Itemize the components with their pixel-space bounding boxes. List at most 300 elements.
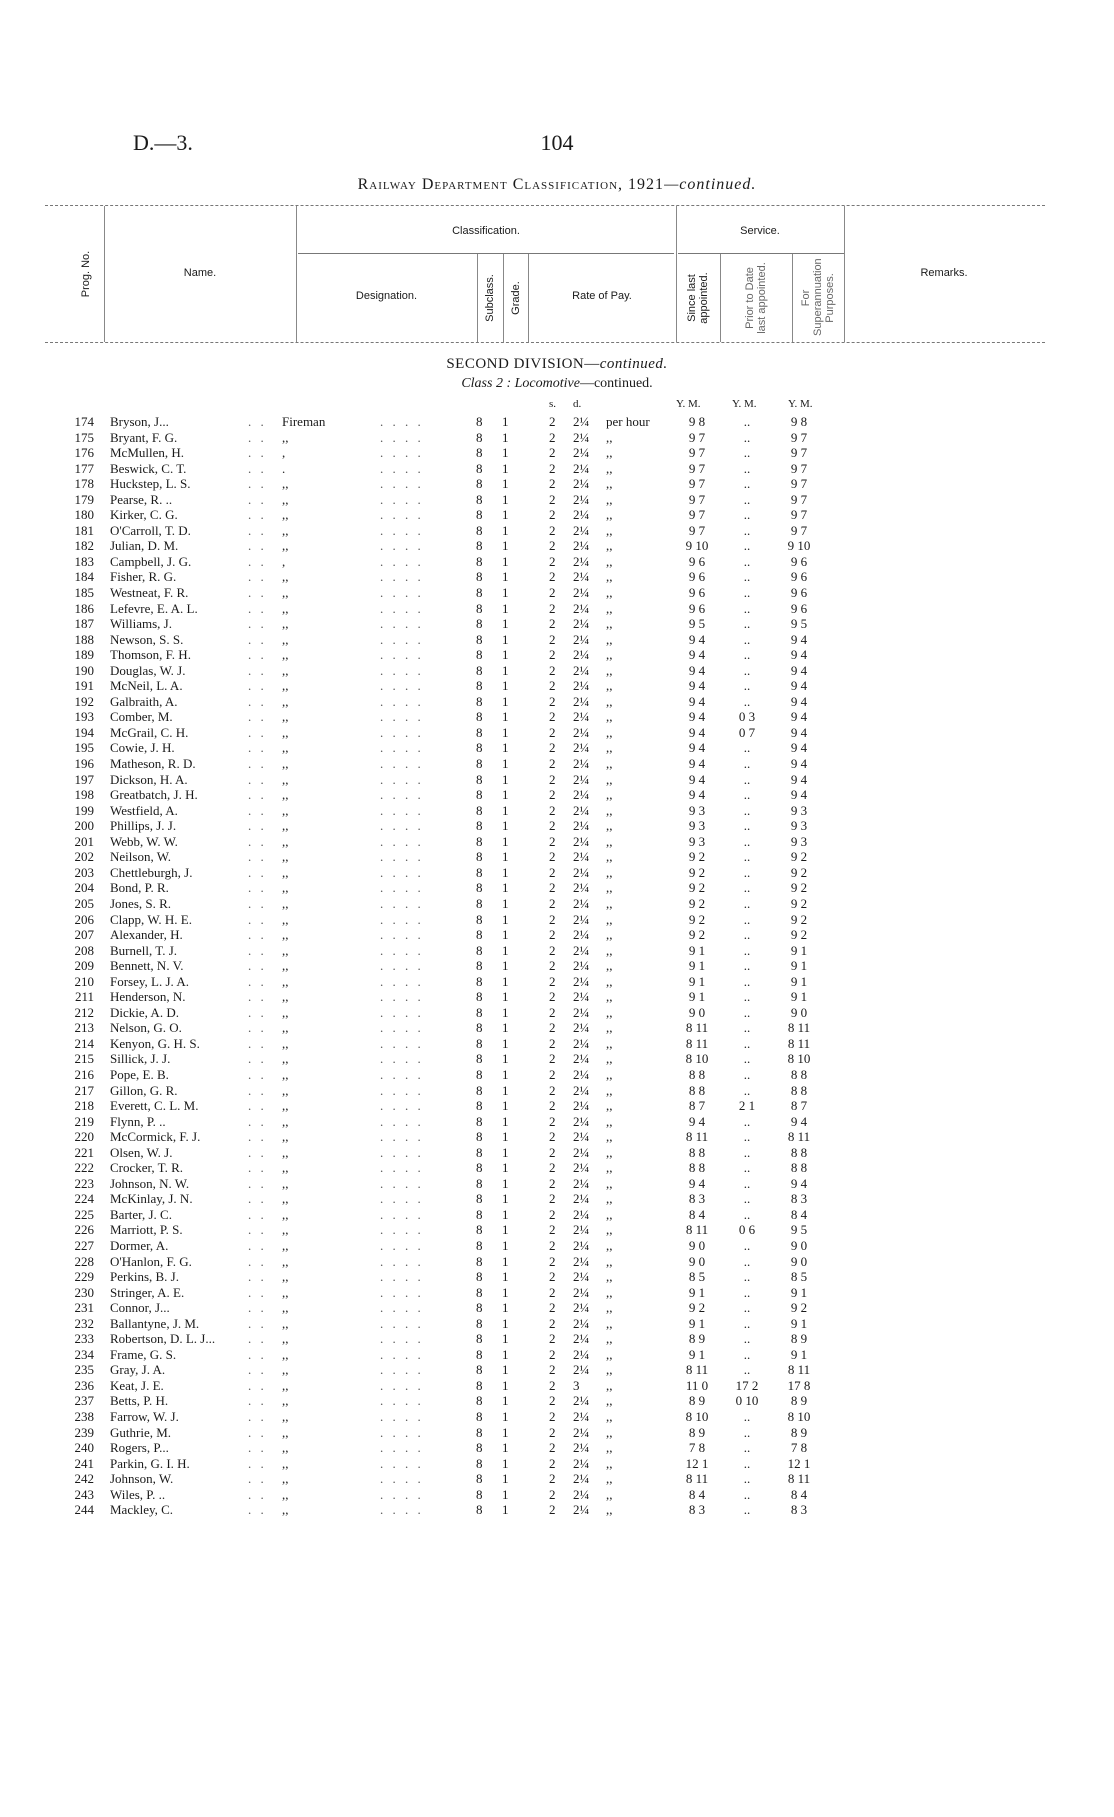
- pay-pence: 2¼: [573, 818, 590, 834]
- pay-pence: 2¼: [573, 1066, 590, 1082]
- table-row: [0, 912, 1114, 928]
- pay-period: ,,: [606, 1471, 613, 1487]
- subclass: 8: [476, 911, 483, 927]
- subclass: 8: [476, 927, 483, 943]
- designation: ,,: [282, 1471, 289, 1487]
- col-grade: Grade.: [510, 281, 522, 315]
- service-superannuation: 8 8: [790, 1082, 808, 1098]
- divider-subclass: [503, 254, 504, 342]
- table-row: [0, 1409, 1114, 1425]
- employee-name: Bryson, J...: [110, 414, 169, 429]
- pay-shillings: 2: [549, 1315, 556, 1331]
- grade: 1: [502, 1300, 509, 1316]
- dot-leader: . . . .: [380, 1237, 424, 1253]
- service-prior: ..: [743, 1206, 751, 1222]
- subclass: 8: [476, 1191, 483, 1207]
- service-superannuation: 9 2: [790, 927, 808, 943]
- dot-leader: . .: [248, 927, 267, 943]
- service-since-last: 8 3: [688, 1502, 706, 1518]
- table-row: [0, 1176, 1114, 1192]
- service-prior: ..: [743, 1440, 751, 1456]
- service-prior: ..: [743, 802, 751, 818]
- subclass: 8: [476, 1051, 483, 1067]
- title-main: Railway Department Classification, 1921: [357, 176, 665, 193]
- dot-leader: . . . .: [380, 647, 424, 663]
- dot-leader: . .: [248, 1409, 267, 1424]
- table-row: [0, 1098, 1114, 1114]
- subclass: 8: [476, 1144, 483, 1160]
- service-superannuation: 9 1: [790, 958, 808, 974]
- pay-shillings: 2: [549, 787, 556, 803]
- employee-name: Dickie, A. D.: [110, 1004, 179, 1020]
- unit-years-months-since: Y. M.: [676, 398, 701, 410]
- pay-pence: 2¼: [573, 864, 590, 880]
- subclass: 8: [476, 1502, 483, 1518]
- designation: ,,: [282, 849, 289, 865]
- table-row: [0, 1362, 1114, 1378]
- pay-period: ,,: [606, 771, 613, 787]
- designation: ,,: [282, 1284, 289, 1300]
- subclass: 8: [476, 1300, 483, 1316]
- dot-leader: . .: [248, 1160, 267, 1176]
- prog-no: 174: [74, 414, 94, 429]
- dot-leader: . . . .: [380, 1300, 424, 1316]
- dot-leader: . .: [248, 585, 267, 601]
- dot-leader: . .: [248, 1191, 267, 1207]
- subclass: 8: [476, 1253, 483, 1269]
- service-superannuation: 7 8: [790, 1440, 808, 1456]
- grade: 1: [502, 491, 509, 507]
- service-superannuation: 8 9: [790, 1424, 808, 1440]
- pay-shillings: 2: [549, 1440, 556, 1456]
- subclass: 8: [476, 1129, 483, 1145]
- table-row: [0, 1502, 1114, 1518]
- prog-no: 227: [74, 1237, 94, 1253]
- employee-name: Forsey, L. J. A.: [110, 973, 189, 989]
- grade: 1: [502, 693, 509, 709]
- grade: 1: [502, 1191, 509, 1207]
- pay-pence: 2¼: [573, 662, 590, 678]
- designation: ,,: [282, 616, 289, 632]
- pay-period: ,,: [606, 1253, 613, 1269]
- service-prior: ..: [743, 787, 751, 803]
- designation: ,,: [282, 1331, 289, 1347]
- designation: ,,: [282, 864, 289, 880]
- pay-shillings: 2: [549, 693, 556, 709]
- table-row: [0, 1300, 1114, 1316]
- pay-period: ,,: [606, 1066, 613, 1082]
- pay-pence: 2¼: [573, 1393, 590, 1409]
- dot-leader: . . . .: [380, 429, 424, 445]
- pay-period: ,,: [606, 1424, 613, 1440]
- table-row: [0, 803, 1114, 819]
- table-row: [0, 430, 1114, 446]
- employee-name: Greatbatch, J. H.: [110, 787, 198, 803]
- service-superannuation: 9 4: [790, 740, 808, 756]
- designation: ,,: [282, 1300, 289, 1316]
- pay-period: ,,: [606, 1377, 613, 1393]
- pay-shillings: 2: [549, 1486, 556, 1502]
- grade: 1: [502, 1440, 509, 1456]
- pay-pence: 2¼: [573, 1175, 590, 1191]
- service-since-last: 8 8: [688, 1144, 706, 1160]
- pay-pence: 2¼: [573, 895, 590, 911]
- pay-shillings: 2: [549, 600, 556, 616]
- pay-shillings: 2: [549, 989, 556, 1005]
- service-since-last: 8 11: [685, 1020, 709, 1036]
- pay-pence: 2¼: [573, 678, 590, 694]
- prog-no: 242: [74, 1471, 94, 1487]
- pay-period: ,,: [606, 647, 613, 663]
- pay-shillings: 2: [549, 740, 556, 756]
- dot-leader: . . . .: [380, 1175, 424, 1191]
- pay-pence: 2¼: [573, 1020, 590, 1036]
- pay-shillings: 2: [549, 864, 556, 880]
- service-since-last: 8 11: [685, 1222, 709, 1238]
- grade: 1: [502, 1269, 509, 1285]
- service-prior: ..: [743, 1331, 751, 1347]
- pay-pence: 2¼: [573, 1284, 590, 1300]
- subclass: 8: [476, 942, 483, 958]
- prog-no: 213: [74, 1020, 94, 1036]
- designation: ,,: [282, 1393, 289, 1409]
- table-row: [0, 1456, 1114, 1472]
- col-remarks: Remarks.: [920, 267, 968, 279]
- service-prior: ..: [743, 600, 751, 616]
- table-row: [0, 896, 1114, 912]
- table-row: [0, 1051, 1114, 1067]
- pay-period: ,,: [606, 1004, 613, 1020]
- service-superannuation: 9 4: [790, 693, 808, 709]
- grade: 1: [502, 1144, 509, 1160]
- pay-period: ,,: [606, 1051, 613, 1067]
- table-row: [0, 632, 1114, 648]
- employee-name: Burnell, T. J.: [110, 942, 178, 958]
- pay-shillings: 2: [549, 476, 556, 492]
- service-since-last: 11 0: [685, 1377, 709, 1393]
- pay-pence: 2¼: [573, 538, 590, 554]
- service-since-last: 8 8: [688, 1066, 706, 1082]
- pay-shillings: 2: [549, 1253, 556, 1269]
- prog-no: 196: [74, 756, 94, 772]
- service-since-last: 9 4: [688, 693, 706, 709]
- pay-pence: 2¼: [573, 1004, 590, 1020]
- dot-leader: . . . .: [380, 849, 424, 865]
- service-prior: 0 10: [735, 1393, 759, 1409]
- designation: ,,: [282, 491, 289, 507]
- prog-no: 191: [74, 678, 94, 694]
- designation: ,,: [282, 771, 289, 787]
- subclass: 8: [476, 1346, 483, 1362]
- employee-name: Stringer, A. E.: [110, 1284, 185, 1300]
- service-since-last: 8 3: [688, 1191, 706, 1207]
- pay-pence: 2¼: [573, 1113, 590, 1129]
- pay-pence: 2¼: [573, 1315, 590, 1331]
- pay-period: ,,: [606, 1237, 613, 1253]
- pay-shillings: 2: [549, 1160, 556, 1176]
- prog-no: 225: [74, 1206, 94, 1222]
- designation: ,,: [282, 631, 289, 647]
- service-since-last: 8 10: [685, 1409, 709, 1424]
- table-row: [0, 1254, 1114, 1270]
- grade: 1: [502, 507, 509, 523]
- pay-shillings: 2: [549, 973, 556, 989]
- service-superannuation: 17 8: [787, 1377, 811, 1393]
- pay-shillings: 2: [549, 414, 556, 429]
- subclass: 8: [476, 958, 483, 974]
- subclass: 8: [476, 849, 483, 865]
- employee-name: Guthrie, M.: [110, 1424, 172, 1440]
- employee-name: Sillick, J. J.: [110, 1051, 171, 1067]
- service-since-last: 9 4: [688, 787, 706, 803]
- prog-no: 241: [74, 1455, 94, 1471]
- table-row: [0, 569, 1114, 585]
- service-since-last: 9 3: [688, 818, 706, 834]
- service-superannuation: 9 3: [790, 833, 808, 849]
- designation: ,,: [282, 1502, 289, 1518]
- pay-shillings: 2: [549, 1362, 556, 1378]
- service-since-last: 8 9: [688, 1424, 706, 1440]
- subclass: 8: [476, 1222, 483, 1238]
- prog-no: 188: [74, 631, 94, 647]
- service-prior: ..: [743, 927, 751, 943]
- pay-period: ,,: [606, 709, 613, 725]
- pay-period: ,,: [606, 460, 613, 476]
- dot-leader: . .: [248, 958, 267, 974]
- service-since-last: 9 2: [688, 911, 706, 927]
- pay-shillings: 2: [549, 1269, 556, 1285]
- table-row: [0, 772, 1114, 788]
- grade: 1: [502, 927, 509, 943]
- pay-period: ,,: [606, 787, 613, 803]
- subclass: 8: [476, 864, 483, 880]
- pay-pence: 2¼: [573, 927, 590, 943]
- dot-leader: . . . .: [380, 1098, 424, 1114]
- dot-leader: . .: [248, 787, 267, 803]
- pay-period: ,,: [606, 942, 613, 958]
- service-superannuation: 9 4: [790, 771, 808, 787]
- pay-period: ,,: [606, 1409, 613, 1424]
- service-since-last: 9 4: [688, 631, 706, 647]
- employee-name: Betts, P. H.: [110, 1393, 169, 1409]
- pay-pence: 2¼: [573, 724, 590, 740]
- designation: ,,: [282, 429, 289, 445]
- pay-period: ,,: [606, 616, 613, 632]
- table-row: [0, 1114, 1114, 1130]
- service-prior: ..: [743, 569, 751, 585]
- designation: ,,: [282, 756, 289, 772]
- service-prior: ..: [743, 1051, 751, 1067]
- pay-period: ,,: [606, 507, 613, 523]
- service-since-last: 9 6: [688, 569, 706, 585]
- pay-pence: 2¼: [573, 802, 590, 818]
- designation: ,,: [282, 942, 289, 958]
- class-title: [0, 376, 1114, 392]
- subclass: 8: [476, 507, 483, 523]
- subclass: 8: [476, 414, 483, 429]
- dot-leader: . . . .: [380, 724, 424, 740]
- designation: ,,: [282, 709, 289, 725]
- pay-pence: 2¼: [573, 1486, 590, 1502]
- dot-leader: . . . .: [380, 1455, 424, 1471]
- service-since-last: 9 4: [688, 771, 706, 787]
- dot-leader: . . . .: [380, 1082, 424, 1098]
- dot-leader: . .: [248, 507, 267, 523]
- dot-leader: . . . .: [380, 911, 424, 927]
- dot-leader: . .: [248, 1486, 267, 1502]
- grade: 1: [502, 522, 509, 538]
- pay-shillings: 2: [549, 1129, 556, 1145]
- dot-leader: . . . .: [380, 1020, 424, 1036]
- dot-leader: . . . .: [380, 1486, 424, 1502]
- prog-no: 182: [74, 538, 94, 554]
- employee-name: Flynn, P. ..: [110, 1113, 166, 1129]
- pay-period: ,,: [606, 1284, 613, 1300]
- pay-shillings: 2: [549, 1020, 556, 1036]
- prog-no: 215: [74, 1051, 94, 1067]
- grade: 1: [502, 1315, 509, 1331]
- service-superannuation: 9 10: [787, 538, 811, 554]
- subclass: 8: [476, 1377, 483, 1393]
- grade: 1: [502, 600, 509, 616]
- subclass: 8: [476, 553, 483, 569]
- pay-pence: 2¼: [573, 1129, 590, 1145]
- dot-leader: . .: [248, 631, 267, 647]
- dot-leader: . .: [248, 1253, 267, 1269]
- service-prior: 2 1: [738, 1098, 756, 1114]
- pay-shillings: 2: [549, 927, 556, 943]
- grade: 1: [502, 818, 509, 834]
- employee-name: Pearse, R. ..: [110, 491, 173, 507]
- pay-shillings: 2: [549, 911, 556, 927]
- grade: 1: [502, 1160, 509, 1176]
- employee-name: Dormer, A.: [110, 1237, 169, 1253]
- designation: ,,: [282, 1315, 289, 1331]
- unit-years-months-prior: Y. M.: [732, 398, 757, 410]
- designation: ,,: [282, 1098, 289, 1114]
- service-superannuation: 9 4: [790, 787, 808, 803]
- title-suffix: —continued.: [664, 176, 757, 193]
- employee-name: Westfield, A.: [110, 802, 178, 818]
- divider-since: [720, 254, 721, 342]
- prog-no: 183: [74, 553, 94, 569]
- table-row: [0, 1285, 1114, 1301]
- division-suffix: continued.: [599, 356, 668, 372]
- grade: 1: [502, 538, 509, 554]
- dot-leader: . .: [248, 849, 267, 865]
- service-prior: ..: [743, 1471, 751, 1487]
- service-since-last: 9 6: [688, 585, 706, 601]
- service-since-last: 8 8: [688, 1160, 706, 1176]
- pay-shillings: 2: [549, 709, 556, 725]
- pay-period: ,,: [606, 1362, 613, 1378]
- designation: ,,: [282, 538, 289, 554]
- pay-period: ,,: [606, 1144, 613, 1160]
- service-prior: ..: [743, 1191, 751, 1207]
- pay-pence: 2¼: [573, 1144, 590, 1160]
- service-prior: ..: [743, 740, 751, 756]
- pay-period: ,,: [606, 429, 613, 445]
- pay-period: ,,: [606, 1455, 613, 1471]
- table-row: [0, 1238, 1114, 1254]
- table-row: [0, 834, 1114, 850]
- dot-leader: . . . .: [380, 864, 424, 880]
- designation: ,,: [282, 600, 289, 616]
- dot-leader: . . . .: [380, 709, 424, 725]
- designation: ,,: [282, 585, 289, 601]
- dot-leader: . .: [248, 1362, 267, 1378]
- table-row: [0, 1440, 1114, 1456]
- dot-leader: . .: [248, 833, 267, 849]
- table-row: [0, 927, 1114, 943]
- pay-shillings: 2: [549, 569, 556, 585]
- dot-leader: . . . .: [380, 1066, 424, 1082]
- designation: ,,: [282, 647, 289, 663]
- service-since-last: 9 3: [688, 802, 706, 818]
- pay-pence: 2¼: [573, 1222, 590, 1238]
- division-label: SECOND DIVISION—: [446, 356, 600, 372]
- pay-pence: 2¼: [573, 911, 590, 927]
- service-since-last: 9 7: [688, 507, 706, 523]
- pay-period: ,,: [606, 678, 613, 694]
- service-since-last: 9 7: [688, 522, 706, 538]
- designation: ,,: [282, 833, 289, 849]
- dot-leader: . .: [248, 600, 267, 616]
- prog-no: 185: [74, 585, 94, 601]
- col-prior-to-date: Prior to Date last appointed.: [744, 262, 768, 334]
- grade: 1: [502, 460, 509, 476]
- subclass: 8: [476, 787, 483, 803]
- service-since-last: 9 3: [688, 833, 706, 849]
- service-prior: ..: [743, 1237, 751, 1253]
- designation: ,,: [282, 1082, 289, 1098]
- dot-leader: . .: [248, 678, 267, 694]
- dot-leader: . .: [248, 942, 267, 958]
- pay-period: ,,: [606, 1486, 613, 1502]
- pay-period: ,,: [606, 1082, 613, 1098]
- service-since-last: 9 10: [685, 538, 709, 554]
- pay-pence: 2¼: [573, 709, 590, 725]
- dot-leader: . . . .: [380, 740, 424, 756]
- service-since-last: 9 1: [688, 973, 706, 989]
- subclass: 8: [476, 1393, 483, 1409]
- designation: ,,: [282, 1346, 289, 1362]
- designation: ,,: [282, 1160, 289, 1176]
- service-superannuation: 8 8: [790, 1066, 808, 1082]
- service-prior: ..: [743, 538, 751, 554]
- prog-no: 199: [74, 802, 94, 818]
- grade: 1: [502, 476, 509, 492]
- pay-period: ,,: [606, 756, 613, 772]
- grade: 1: [502, 740, 509, 756]
- pay-pence: 2¼: [573, 958, 590, 974]
- service-prior: ..: [743, 1066, 751, 1082]
- designation: ,,: [282, 802, 289, 818]
- pay-period: ,,: [606, 585, 613, 601]
- table-row: [0, 1191, 1114, 1207]
- table-row: [0, 1425, 1114, 1441]
- designation: ,,: [282, 1409, 289, 1424]
- grade: 1: [502, 958, 509, 974]
- designation: ,,: [282, 1253, 289, 1269]
- subclass: 8: [476, 802, 483, 818]
- table-row: [0, 1067, 1114, 1083]
- designation: ,,: [282, 740, 289, 756]
- subclass: 8: [476, 1331, 483, 1347]
- service-prior: ..: [743, 647, 751, 663]
- pay-shillings: 2: [549, 585, 556, 601]
- service-prior: ..: [743, 491, 751, 507]
